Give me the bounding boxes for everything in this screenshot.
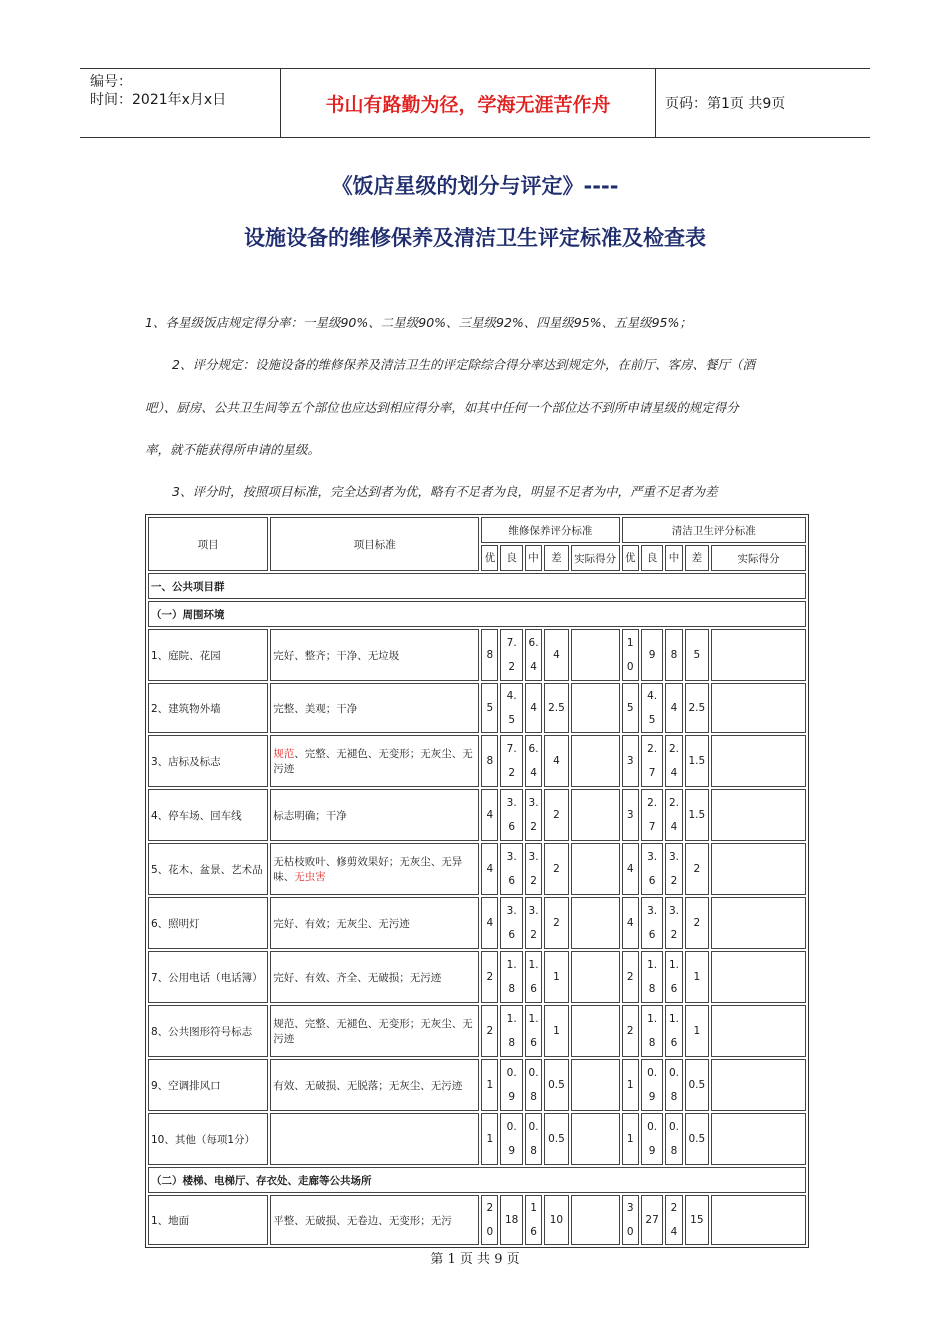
header-c-liang: 良: [641, 545, 663, 571]
maint-score: 18: [500, 1195, 522, 1245]
clean-score: 0.9: [641, 1113, 663, 1165]
maint-score: 6.4: [525, 629, 542, 681]
header-m-liang: 良: [500, 545, 522, 571]
row-standard: [270, 683, 479, 733]
header-m-cha: 差: [544, 545, 568, 571]
maint-score: 7.2: [500, 629, 522, 681]
row-item: 2、建筑物外墙: [148, 683, 268, 733]
clean-score: 2: [685, 897, 709, 949]
clean-score: 3: [622, 789, 639, 841]
maint-actual: [571, 735, 620, 787]
maint-score: 8: [481, 629, 498, 681]
table-row: [148, 1059, 806, 1111]
clean-score: 1: [685, 951, 709, 1003]
header-m-you: 优: [481, 545, 498, 571]
maint-score: 0.5: [544, 1113, 568, 1165]
maint-score: 2.5: [544, 683, 568, 733]
maint-score: 4: [544, 629, 568, 681]
maint-score: 0.8: [525, 1113, 542, 1165]
maint-score: 4: [481, 789, 498, 841]
maint-score: 3.6: [500, 789, 522, 841]
clean-score: 0.5: [685, 1059, 709, 1111]
clean-score: 1.5: [685, 735, 709, 787]
maint-actual: [571, 1059, 620, 1111]
subsection-environment: （一）周围环境: [148, 601, 806, 627]
standard-text: 无枯枝败叶、修剪效果好；无灰尘、无异味、: [273, 856, 463, 883]
header-item: 项目: [148, 517, 268, 571]
standard-text: 完好、有效；无灰尘、无污迹: [273, 917, 410, 930]
row-item: 5、花木、盆景、艺术品: [148, 843, 268, 895]
clean-score: 27: [641, 1195, 663, 1245]
clean-score: 8: [665, 629, 682, 681]
header-c-you: 优: [622, 545, 639, 571]
table-row: [148, 789, 806, 841]
table-row: [148, 951, 806, 1003]
maint-actual: [571, 843, 620, 895]
header-m-zhong: 中: [525, 545, 542, 571]
header-cleaning: 清洁卫生评分标准: [622, 517, 806, 543]
clean-score: 0.9: [641, 1059, 663, 1111]
row-standard: [270, 789, 479, 841]
row-item: 10、其他（每项1分）: [148, 1113, 268, 1165]
header-standard: 项目标准: [270, 517, 479, 571]
clean-actual: [711, 1113, 806, 1165]
clean-score: 4: [622, 843, 639, 895]
clean-score: 1: [622, 1113, 639, 1165]
row-item: 8、公共图形符号标志: [148, 1005, 268, 1057]
table-row: [148, 897, 806, 949]
maint-score: 1.6: [525, 951, 542, 1003]
clean-score: 1.6: [665, 1005, 682, 1057]
maint-score: 3.2: [525, 789, 542, 841]
clean-score: 1: [685, 1005, 709, 1057]
maint-score: 4: [544, 735, 568, 787]
header-meta: [80, 69, 280, 137]
standard-text: 完好、有效、齐全、无破损；无污迹: [273, 971, 442, 984]
maint-score: 8: [481, 735, 498, 787]
score-table: [145, 514, 809, 1248]
row-standard: [270, 1005, 479, 1057]
maint-score: 0.9: [500, 1059, 522, 1111]
table-row: [148, 735, 806, 787]
header-c-actual: 实际得分: [711, 545, 806, 571]
clean-score: 2.7: [641, 735, 663, 787]
standard-text: 完好、整齐；干净、无垃圾: [273, 649, 400, 662]
clean-score: 0.5: [685, 1113, 709, 1165]
maint-score: 4: [481, 897, 498, 949]
clean-score: 1.8: [641, 1005, 663, 1057]
row-item: 4、停车场、回车线: [148, 789, 268, 841]
maint-score: 2: [481, 951, 498, 1003]
maint-score: 2: [481, 1005, 498, 1057]
clean-score: 3.2: [665, 843, 682, 895]
paragraph-2b: 吧）、厨房、公共卫生间等五个部位也应达到相应得分率，如其中任何一个部位达不到所申请星级的规定得分: [145, 400, 739, 415]
clean-score: 9: [641, 629, 663, 681]
maint-actual: [571, 1113, 620, 1165]
standard-text: 规范、完整、无褪色、无变形；无灰尘、无污迹: [273, 1018, 473, 1045]
paragraph-3: 3、评分时，按照项目标准，完全达到者为优，略有不足者为良，明显不足者为中，严重不足者为差: [172, 484, 718, 499]
row-standard: 平整、无破损、无卷边、无变形；无污: [270, 1195, 479, 1245]
maint-score: 3.6: [500, 897, 522, 949]
clean-score: 2: [622, 1005, 639, 1057]
row-standard: [270, 843, 479, 895]
clean-score: 4: [665, 683, 682, 733]
maint-score: 4: [525, 683, 542, 733]
clean-score: 0.8: [665, 1059, 682, 1111]
maint-score: 0.8: [525, 1059, 542, 1111]
clean-actual: [711, 951, 806, 1003]
row-standard: [270, 735, 479, 787]
maint-actual: [571, 683, 620, 733]
maint-actual: [571, 789, 620, 841]
row-item: 1、庭院、花园: [148, 629, 268, 681]
header-maintenance: 维修保养评分标准: [481, 517, 619, 543]
clean-score: 1.6: [665, 951, 682, 1003]
clean-score: 1.8: [641, 951, 663, 1003]
clean-actual: [711, 1059, 806, 1111]
standard-highlight: 规范: [273, 748, 295, 760]
standard-highlight: 无虫害: [294, 871, 326, 883]
row-standard: [270, 951, 479, 1003]
maint-actual: [571, 629, 620, 681]
page-subtitle: 设施设备的维修保养及清洁卫生评定标准及检查表: [244, 226, 706, 250]
row-item: 7、公用电话（电话簿）: [148, 951, 268, 1003]
maint-score: 0.9: [500, 1113, 522, 1165]
clean-actual: [711, 897, 806, 949]
clean-score: 30: [622, 1195, 639, 1245]
table-row: [148, 683, 806, 733]
clean-score: 2.7: [641, 789, 663, 841]
maint-actual: [571, 1005, 620, 1057]
clean-actual: [711, 843, 806, 895]
clean-score: 3: [622, 735, 639, 787]
code-label: 编号：: [90, 74, 132, 90]
row-item: 9、空调排风口: [148, 1059, 268, 1111]
row-standard: [270, 629, 479, 681]
maint-score: 4.5: [500, 683, 522, 733]
standard-text: 完整、美观；干净: [273, 702, 358, 715]
row-standard: [270, 1059, 479, 1111]
maint-score: 3.6: [500, 843, 522, 895]
row-standard: [270, 897, 479, 949]
maint-score: 10: [544, 1195, 568, 1245]
maint-score: 1: [544, 951, 568, 1003]
row-item: 1、地面: [148, 1195, 268, 1245]
maint-score: 0.5: [544, 1059, 568, 1111]
maint-score: 3.2: [525, 897, 542, 949]
maint-score: 2: [544, 897, 568, 949]
clean-score: 3.2: [665, 897, 682, 949]
table-row: [148, 1195, 806, 1245]
page-title: 《饭店星级的划分与评定》----: [331, 174, 619, 198]
clean-score: 5: [685, 629, 709, 681]
maint-score: 1: [481, 1113, 498, 1165]
maint-actual: [571, 951, 620, 1003]
clean-score: 2: [685, 843, 709, 895]
maint-score: 2: [544, 789, 568, 841]
clean-score: 2: [622, 951, 639, 1003]
table-row: [148, 843, 806, 895]
clean-score: 15: [685, 1195, 709, 1245]
clean-actual: [711, 629, 806, 681]
maint-score: 1.8: [500, 1005, 522, 1057]
clean-actual: [711, 1005, 806, 1057]
clean-actual: [711, 789, 806, 841]
maint-score: 1: [481, 1059, 498, 1111]
paragraph-1: 1、各星级饭店规定得分率：一星级90%、二星级90%、三星级92%、四星级95%、五星级95%；: [145, 315, 692, 330]
clean-score: 4.5: [641, 683, 663, 733]
maint-score: 6.4: [525, 735, 542, 787]
row-item: 6、照明灯: [148, 897, 268, 949]
table-row: [148, 1005, 806, 1057]
maint-actual: [571, 1195, 620, 1245]
section-public: 一、公共项目群: [148, 573, 806, 599]
table-row: [148, 1113, 806, 1165]
standard-text: 有效、无破损、无脱落；无灰尘、无污迹: [273, 1079, 463, 1092]
row-item: 3、店标及标志: [148, 735, 268, 787]
clean-score: 2.4: [665, 789, 682, 841]
clean-score: 4: [622, 897, 639, 949]
clean-score: 3.6: [641, 843, 663, 895]
clean-actual: [711, 1195, 806, 1245]
maint-score: 1.8: [500, 951, 522, 1003]
clean-score: 2.4: [665, 735, 682, 787]
clean-score: 5: [622, 683, 639, 733]
time-label: 时间：2021年x月x日: [90, 92, 227, 108]
standard-text: 标志明确；干净: [273, 809, 347, 822]
paragraph-2a: 2、评分规定：设施设备的维修保养及清洁卫生的评定除综合得分率达到规定外，在前厅、客房、餐厅（酒: [172, 357, 755, 372]
maint-score: 2: [544, 843, 568, 895]
header-motto: 书山有路勤为径，学海无涯苦作舟: [280, 69, 656, 137]
clean-actual: [711, 683, 806, 733]
clean-score: 10: [622, 629, 639, 681]
clean-actual: [711, 735, 806, 787]
table-row: [148, 629, 806, 681]
maint-score: 5: [481, 683, 498, 733]
header-c-zhong: 中: [665, 545, 682, 571]
clean-score: 1: [622, 1059, 639, 1111]
maint-score: 1: [544, 1005, 568, 1057]
page-info: 页码：第1页 共9页: [665, 96, 786, 112]
clean-score: 24: [665, 1195, 682, 1245]
maint-score: 16: [525, 1195, 542, 1245]
subsection-public-areas: （二）楼梯、电梯厅、存衣处、走廊等公共场所: [148, 1167, 806, 1193]
clean-score: 0.8: [665, 1113, 682, 1165]
document-header: [80, 68, 870, 138]
maint-score: 3.2: [525, 843, 542, 895]
standard-text: 、完整、无褪色、无变形；无灰尘、无污迹: [273, 748, 473, 775]
header-m-actual: 实际得分: [571, 545, 620, 571]
maint-score: 1.6: [525, 1005, 542, 1057]
maint-score: 7.2: [500, 735, 522, 787]
clean-score: 3.6: [641, 897, 663, 949]
paragraph-2c: 率，就不能获得所申请的星级。: [145, 442, 321, 457]
header-c-cha: 差: [685, 545, 709, 571]
clean-score: 1.5: [685, 789, 709, 841]
maint-score: 4: [481, 843, 498, 895]
page-footer: 第 1 页 共 9 页: [430, 1252, 520, 1267]
clean-score: 2.5: [685, 683, 709, 733]
maint-score: 20: [481, 1195, 498, 1245]
row-standard: [270, 1113, 479, 1165]
maint-actual: [571, 897, 620, 949]
